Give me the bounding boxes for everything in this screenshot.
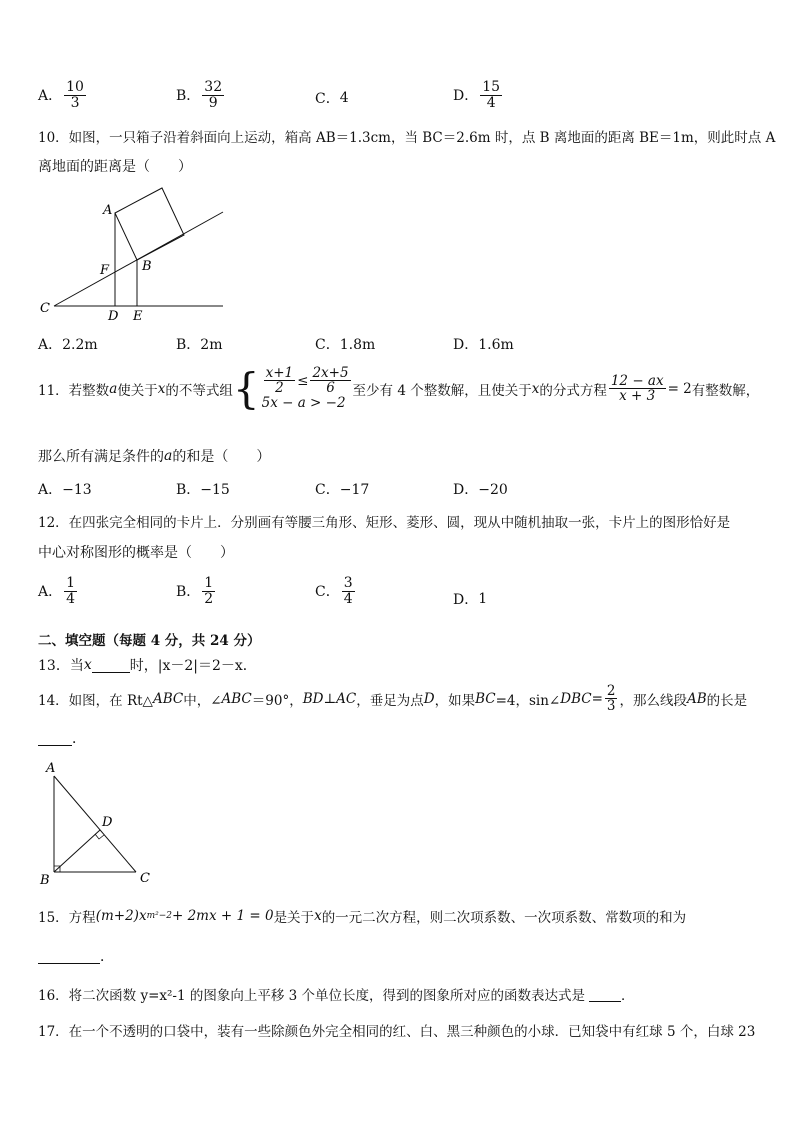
q17-line: 17．在一个不透明的口袋中，装有一些除颜色外完全相同的红、白、黑三种颜色的小球．已知袋中有红球 5 个，白球 23 [38, 1024, 756, 1040]
q10-option-d: D．1.6m [453, 337, 514, 353]
q9-option-b: B． $\frac{32}{9}$ [176, 79, 223, 111]
point-c-label: C [40, 301, 50, 316]
point-d-label: D [102, 815, 113, 830]
q16-line: 16．将二次函数 y=x²-1 的图象向上平移 3 个单位长度，得到的图象所对应的函数表达式是 ． [38, 988, 635, 1004]
answer-blank[interactable] [92, 658, 130, 673]
answer-blank[interactable] [589, 987, 621, 1002]
q12-option-a: A． $\frac{1}{4}$ [38, 575, 76, 607]
point-b-label: B [142, 259, 152, 274]
inequality-system: $\frac{x+1}{2}$ ≤ $\frac{2x+5}{6}$ 5x − a > −2 [261, 365, 349, 412]
q9-option-a: A． $\frac{10}{3}$ [38, 79, 84, 111]
q13-line: 13．当 x 时，|x－2|＝2－x． [38, 657, 257, 674]
q11-option-c: C．−17 [315, 482, 370, 498]
q10-line2: 离地面的距离是（ ） [38, 159, 192, 175]
q14-line1: 14．如图，在 Rt△ ABC 中，∠ ABC ＝90°， BD ⊥ AC ，垂足为点 D ，如果 BC =4，sin∠ DBC = $\frac{2}{3}$ ，那么线段 AB 的长是 [38, 683, 748, 715]
q15-line1: 15．方程 (m+2) x m²−2 + 2mx + 1 = 0 是关于 x 的一元二次方程，则二次项系数、一次项系数、常数项的和为 [38, 908, 687, 926]
q12-option-b: B． $\frac{1}{2}$ [176, 575, 214, 607]
q14-line2: ． [38, 728, 86, 748]
q11-option-a: A．−13 [38, 482, 92, 498]
q11-option-b: B．−15 [176, 482, 230, 498]
answer-blank[interactable] [38, 949, 100, 964]
point-d-label: D [108, 309, 119, 324]
q14-figure [36, 760, 166, 890]
q10-option-a: A．2.2m [38, 337, 98, 353]
q11-line1: 11．若整数 a 使关于 x 的不等式组 { $\frac{x+1}{2}$ ≤ $\frac{2x+5}{6}$ 5x − a > −2 至少有 4 个整数解，且使关于 x 的分式方程 $\frac{12 - ax}{x + 3}$ = 2 有整数解， [38, 363, 760, 413]
q10-figure [36, 184, 236, 324]
point-b-label: B [40, 873, 50, 888]
q9-option-d: D． $\frac{15}{4}$ [453, 79, 501, 111]
q12-option-c: C． $\frac{3}{4}$ [315, 575, 353, 607]
q12-line1: 12．在四张完全相同的卡片上．分别画有等腰三角形、矩形、菱形、圆，现从中随机抽取一张，卡片上的图形恰好是 [38, 515, 731, 531]
q11-option-d: D．−20 [453, 482, 508, 498]
brace-icon: { [232, 363, 260, 413]
q10-line1: 10．如图，一只箱子沿着斜面向上运动，箱高 AB＝1.3cm，当 BC＝2.6m 时，点 B 离地面的距离 BE＝1m，则此时点 A [38, 130, 776, 146]
point-f-label: F [100, 263, 110, 278]
fraction: $\frac{10}{3}$ [66, 79, 84, 111]
q12-option-d: D． 1 [453, 591, 488, 608]
q15-line2: ． [38, 946, 114, 966]
point-a-label: A [103, 203, 113, 218]
point-c-label: C [140, 871, 150, 886]
section-heading: 二、填空题（每题 4 分，共 24 分） [38, 633, 261, 649]
fraction: $\frac{15}{4}$ [482, 79, 501, 111]
q11-line2: 那么所有满足条件的 a 的和是（ ） [38, 448, 271, 465]
point-a-label: A [46, 761, 56, 776]
answer-blank[interactable] [38, 731, 72, 746]
point-e-label: E [133, 309, 143, 324]
q9-option-c: C． 4 [315, 90, 349, 107]
q10-option-b: B．2m [176, 337, 223, 353]
q12-line2: 中心对称图形的概率是（ ） [38, 545, 234, 561]
q10-option-c: C．1.8m [315, 337, 376, 353]
fraction: $\frac{32}{9}$ [204, 79, 223, 111]
